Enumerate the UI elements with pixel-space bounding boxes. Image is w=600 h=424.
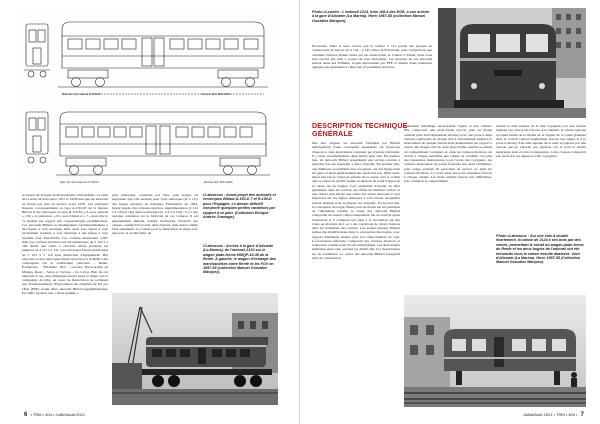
photo-double-gauge-track-svg [404,295,586,407]
right-folio-text: Juillet/Août 2021 • TRM • 404 • [522,412,578,417]
section-heading-line-2: GÉNÉRALE [312,129,353,138]
section-heading-line-1: DESCRIPTION TECHNIQUE [312,121,408,130]
right-page-number: 7 [580,412,584,418]
right-body-column-2: totalement métallique autoportante, légère et très robuste. Elle comportait une plate-forme d'accès plus ou moins centrale (elle était légèrement décalée) avec une porte à deux vantaux coulissants de chaque côté à actionnement manuel, le mouvement de chaque vantail étant indépendant par rapport à l'autre. De chaque côté de cette plate-forme centrale se situait un compartiment voyageurs et, dans les voitures motrices, un travail à chaque extrémité une cabine de conduite. Un plus des banquettes transversales pour l'accès des voyageurs, les voitures disposaient de portes frontales aux deux extrémités, pour usage exclusif du personnel de service et, dans les voitures motrices, il y avait aussi une porte extérieure d'accès à chaque cabine. Les deux cabines étaient très différentes. Une contenait le compartiment [404,124,492,184]
right-folio [523,412,586,418]
railcar-drawing-top [22,10,274,102]
right-caption-photo: Photo ci-dessous : Sur une voie à double écartement, la caisse de 2124 à ses bras par des veines, permettant le retrait du wagon-plate-forme de Renfe et les deux bogies de l'autorail ont été introduits sous la caisse ensuite abaissée. Gare d'Alicante (La Marina). Hiver 1957-58 (Collection Manuel González Márquez). [496,234,584,265]
photo-double-gauge-track [404,295,586,407]
railcar-drawing-bottom [22,104,274,190]
left-folio-text: • TRM • 404 • Juillet/Août 2021 [30,412,86,417]
photo-railcar-arrival [112,293,278,405]
left-caption-photo: Ci-dessous : Arrivée à la gare d'Alicante (La Marina), de l'autorail 2124 sur le wagon plate-forme MMQP-18-38 de la Renfe. A gauche, le wagon d'échange des marchandises entre Renfe et les FGV en 1957-58 (collection Manuel González Márquez). [203,244,276,275]
right-body-column-3: moteur et était séparée de la salle voyageurs par une cloison équipée avec une porte d'accès. Au contraire, la cabine opposée occupait moins de la moitié de la largeur de la caisse (laissant libre le couloir central longitudinal d'accès aux sièges et à la porte frontale). Elle était séparée de la salle voyageurs par une cloison qui ne s'élevait pas jusqu'au toit et dont le moitié supérieure était en vitre transparente. Cette cloison comportait une porte d'accès depuis la salle voyageurs. [496,124,586,158]
railcar-elevation-svg [22,10,274,102]
drawing-bottom-scale-label: Plan du remorqueur R-150-D [60,180,99,184]
drawing-bottom-author-label: Dessin Eric BILLARD [204,180,233,184]
right-caption-top: Photo ci-contre : L'autorail 2124, futur AM-4 des EGE, à son arrivée à la gare d'Alicante (La Marina). Hiver 1957-58 (collection Manuel González Márquez). [312,10,430,23]
photo-railcar-arrival-svg [112,293,278,405]
photo-railcar-alicante [438,8,586,118]
left-body-column-2: pour remorque, construite par Vers, sans bogies, en supposant que s'ils seraient pour cette remorque (la S 111) des bogies existants de rechange. Finalement, en 1964, furent requis cinq voitures motrices supplémentaires (2 141 à 2 145) et cinq autres remorques (S 112 à S 116) ; il y a une certaine confusion sur le fabricant de ces voitures. Il est généralement indiqué comme l'entreprise fabricant des caisses, comme Ferrocarril, dans d'autres, mais aussi comme Vers seulement. Le contrat pour la fabrication se signe avec Autorail, la société mère de [112,193,198,236]
photo-railcar-alicante-svg [438,8,586,118]
right-page [300,0,600,424]
trailer-elevation-svg [22,104,274,190]
left-folio [22,412,85,418]
left-page-number: 6 [24,412,28,418]
drawing-top-author-label: Dessin Eric BILLARD [202,92,231,96]
drawing-top-scale-label: Plan du remorqueur R-150-D [62,92,101,96]
left-caption-drawing: Ci-dessous : Avant-projet des autorails et remorques Billard A-150-D 7 et R-150-D pour l'Espagne. Le dessin définitif comporte quelques petites variations par rapport à ce plan. (Collection Enrique Andrés Gramage). [203,193,276,220]
right-body-column-1: Dès leur origine, les autorails fabriqués par Billard témoignèrent d'une conception supérieure sur beaucoup d'aspects à ceux équivalents construits par d'autres fabricants. Il y avait, essentiellement, deux motifs pour cela. En premier lieu, les autorails Billard possédaient une section centrale à plancher bas qui répondait à deux objectifs. En premier lieu, une meilleure accessibilité aux voyageurs, sur des lignes dont les gares avaient généralement des quais très bas. Mais aussi, situer très bas le centre de gravité de la caisse, tant et si bien que ce centre de gravité restait au-dessous du point d'appui de la caisse sur les bogies. Ceci permettait d'obtenir un effet pendulaire dans les courbes qui offrait un meilleur confort et une vitesse plus élevée que celles des autres autorails et c'est important sur les lignes sinueuses à voie étroite auxquelles étaient destinés pour la plupart ces autorails. En second lieu, la conception du bogie. Basés pour au moins sur les principes de l'allemande Görlitz, le bogie des autorails Billard comportait un ressort central suspendant fait en vertical qu'un transversal et il s'adaptait très bien à la circulation sur des voies en mauvais état ou à des variations de divers liaisons dans les transitions des courbes. Les années passant, Billard réalisa des modifications dans la conception des bogies, avec l'apport d'éléments ensuite plus son comportement en voie. La fourniture effectuée comportait des voitures motrices et remorques comme nous l'avons déjà indiqué. Les deux étaient similaires entre eux, excepté les détails liés à la motorisation sur les premières. La caisse des autorails Billard espagnols était de construction [312,141,400,260]
left-body-column-1: et assuré sur la ligne de Profondeville à Pierrefiche. Le reste de la série fut livré entre 1957 et 1958 bien que les autorails ne furent pas mis en service avant 1959. Les véhicules moteurs correspondaient au type A-150-D7 de la maison Billard et les remorques au type R-150-D (« A pour autorail », 150 » la puissance, « D » pour Diesel et « 7 » pour être la 7e modèle par rapport aux caractéristiques préliminaires). Les autorails Billard se distinguaient fondamentalement à des lignes à voie métrique mais aussi hors lignes à voie étroitement normale à voie métrique à des lignes à voie normale avec Pierrefiche. Les voitures mesuraient 1,067 mm. Les voitures motrices ont été numérotées de 2 101 à 2 106 tandis que celles à caractère mixte portaient les numéros de 2 111 à 2 131. Les remorques furent numérotées de 5 101 à 5 110 sans distinction d'équipement. Dix autorails et cinq remorques furent réservés par le MOP à des compagnies qui le sollicitaient (Alicante – Denia, Ponferrada – Villablino, Olot – Gerona, Ferrocarriles de Málaga, Reus – Salou et Tortosa – La Cava). Huit de ces autorails et ses cinq remorques furent aussi le temps par la compagnie de Olot, en cours de Reus-Salou ne revinrent pas. Postérieurement, l'Exploitation des Chemins de Fer par l'État (EFE) acquit deux autorails Billard supplémentaires. En 1962, fut mise une « basse gamme » [22,193,108,295]
right-intro-text: Ferrotrade. Mais si nous savons que la voiture 2 141 portait des plaques de constructeur de Vers et les 2 144 – 2 145 celles de Ferrotrade, nous comprenons que certaines voitures étaient faites par un constructeur et d'autres à Taulís, mais nous n'en savons pas plus à propos de leur répartition. Les moteurs de ces autorails étaient aussi des Willème, acquis directement par EFE et étaient d'une puissance quelque peu supérieure à celles des 25 premières motrices. [312,44,432,70]
